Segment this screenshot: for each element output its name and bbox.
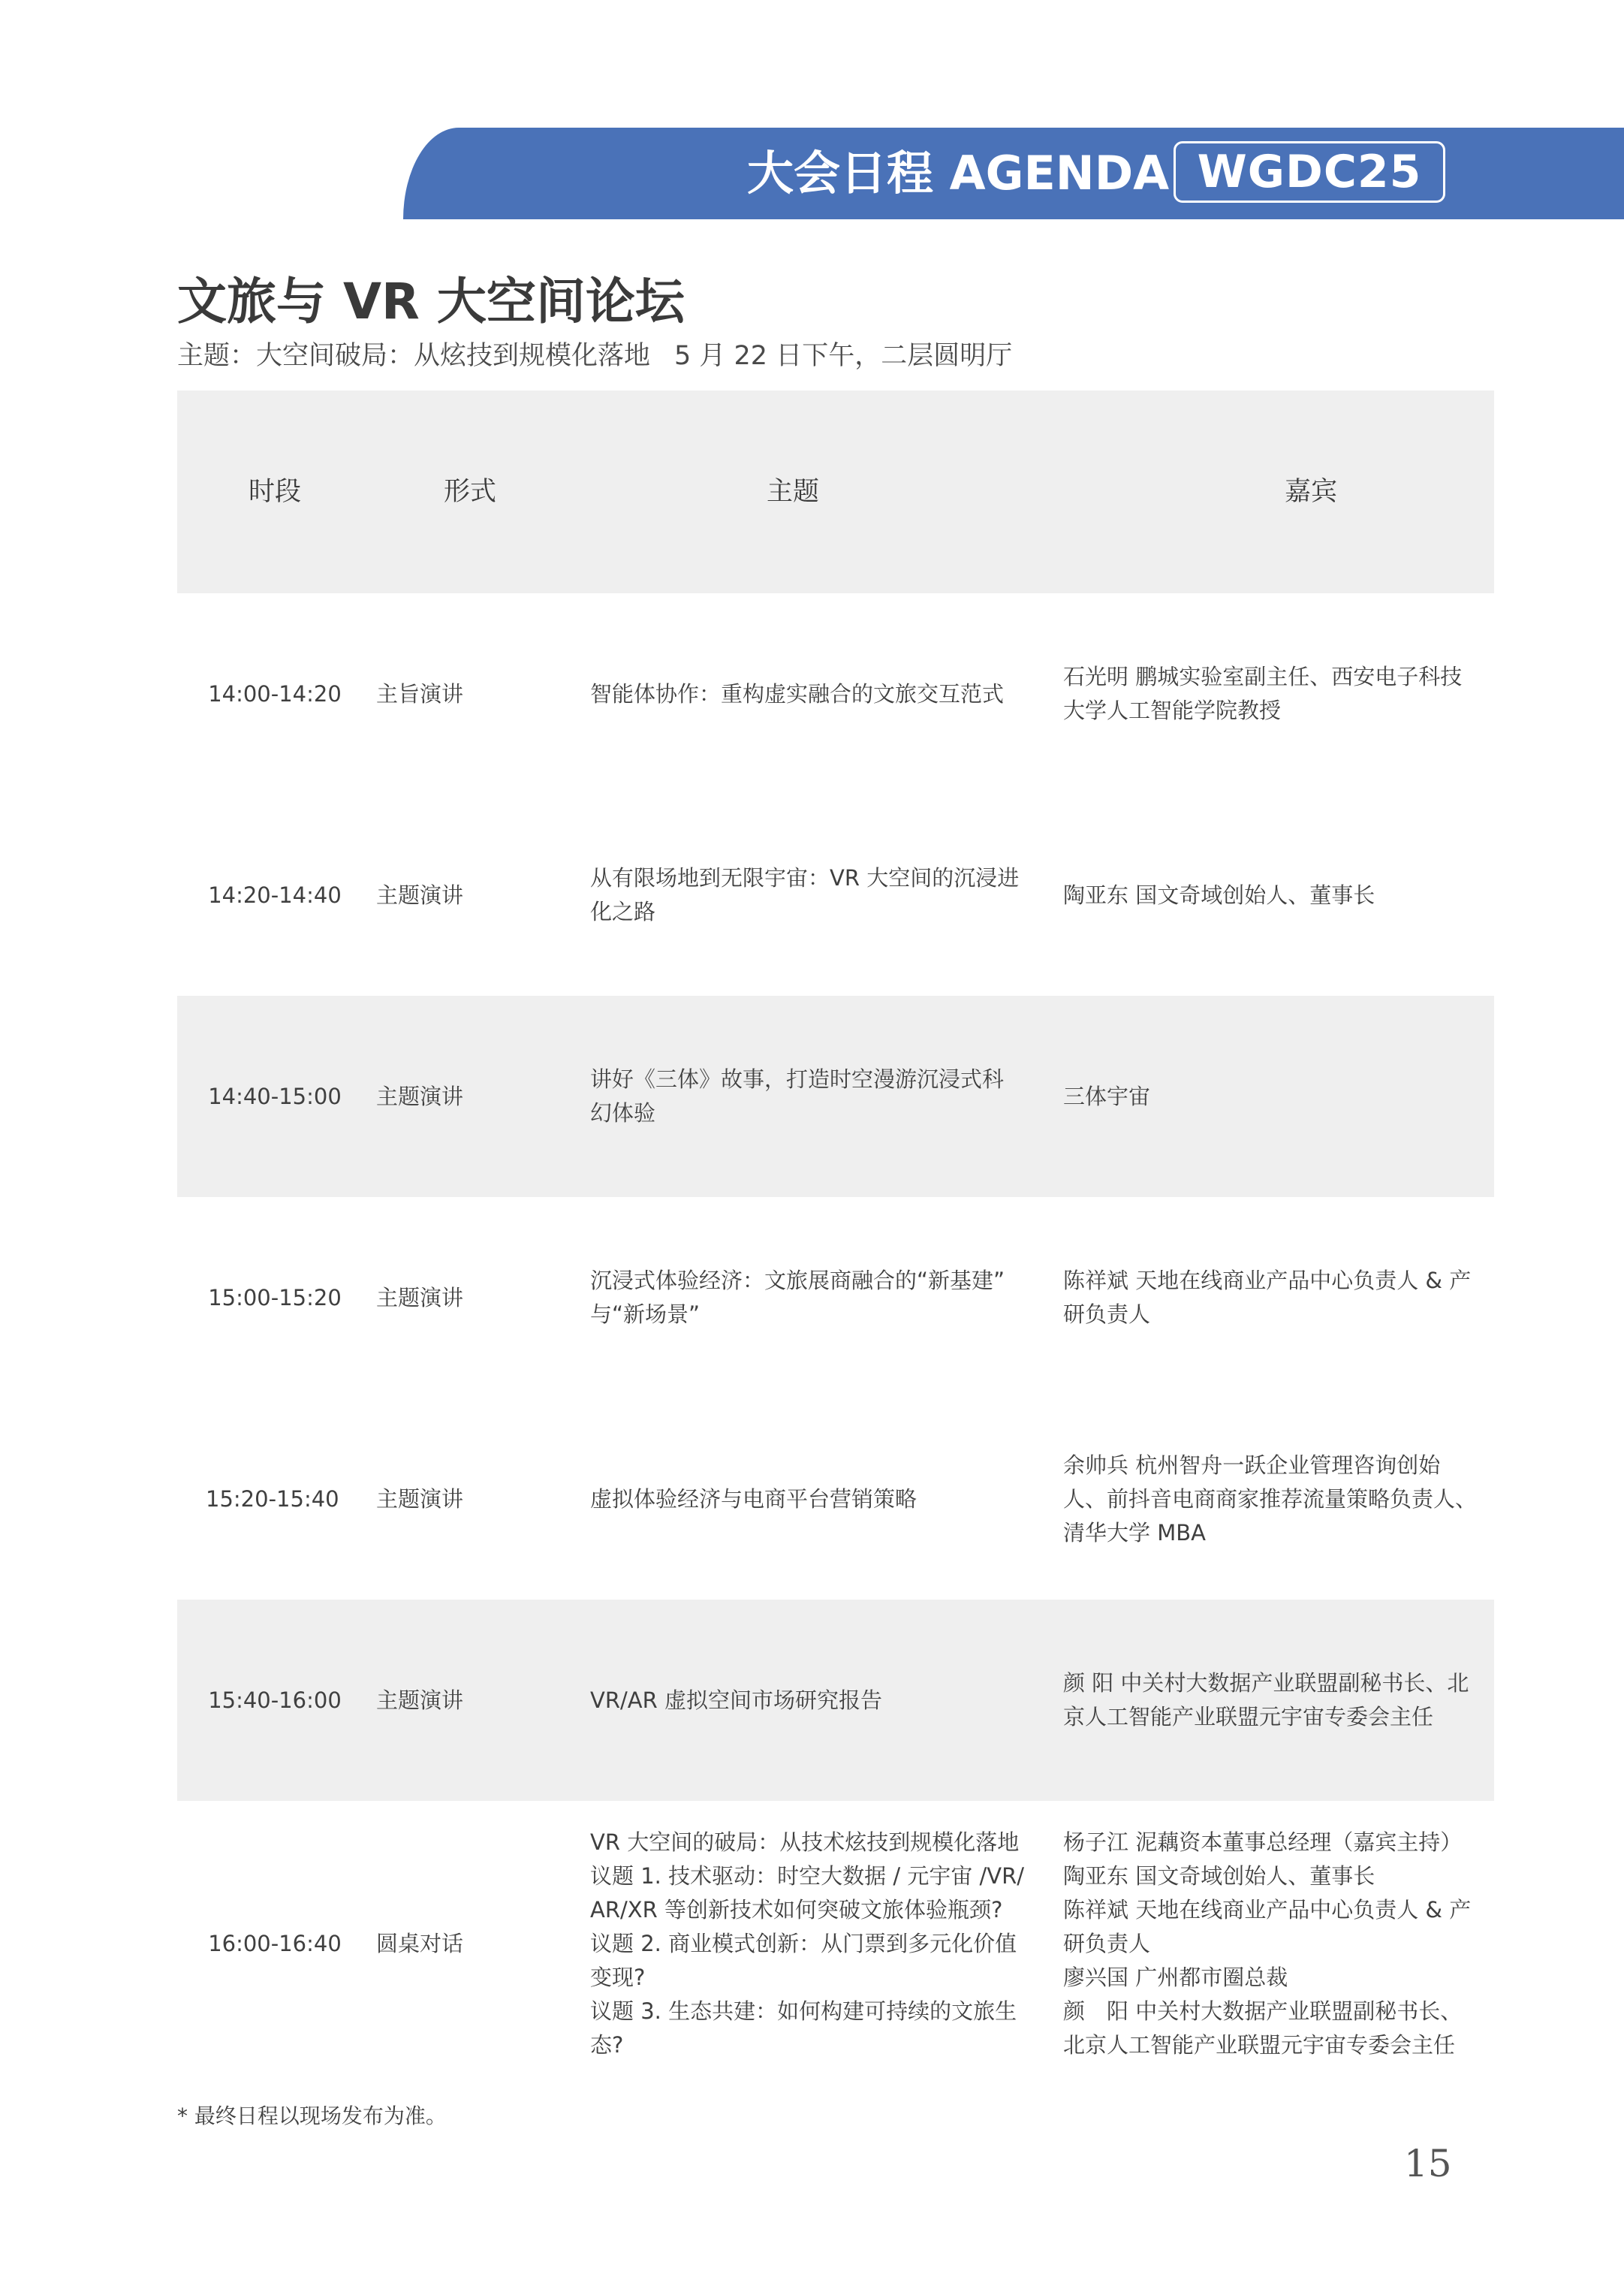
header-time: 时段	[248, 476, 301, 507]
cell-guest	[1063, 593, 1484, 795]
topic-line: 幻体验	[590, 1100, 656, 1126]
cell-topic	[590, 593, 1033, 795]
cell-format: 主题演讲	[375, 1284, 463, 1310]
topic-line: AR/XR 等创新技术如何突破文旅体验瓶颈?	[590, 1896, 1003, 1923]
topic-line: 智能体协作：重构虚实融合的文旅交互范式	[590, 680, 1005, 707]
guest-line: 三体宇宙	[1063, 1083, 1151, 1109]
subtitle	[177, 335, 1012, 372]
subtitle-theme: 主题：大空间破局：从炫技到规模化落地	[177, 341, 651, 371]
footnote: * 最终日程以现场发布为准。	[177, 2104, 447, 2128]
topic-line: 议题 1. 技术驱动：时空大数据 / 元宇宙 /VR/	[590, 1862, 1025, 1889]
cell-guest	[1063, 1801, 1484, 2086]
cell-topic	[590, 1801, 1033, 2086]
guest-line: 杨子江 泥藕资本董事总经理（嘉宾主持）	[1063, 1829, 1463, 1855]
guest-line: 余帅兵 杭州智舟一跃企业管理咨询创始	[1063, 1452, 1441, 1478]
cell-format: 圆桌对话	[375, 1930, 463, 1956]
topic-line: 议题 3. 生态共建：如何构建可持续的文旅生	[590, 1998, 1017, 2024]
guest-line: 北京人工智能产业联盟元宇宙专委会主任	[1063, 2031, 1456, 2058]
subtitle-time-place: 5 月 22 日下午，二层圆明厅	[674, 341, 1013, 371]
guest-line: 陈祥斌 天地在线商业产品中心负责人 & 产	[1063, 1268, 1472, 1293]
guest-line: 石光明 鹏城实验室副主任、西安电子科技	[1063, 664, 1463, 689]
cell-guest	[1063, 1398, 1484, 1600]
table-body	[177, 593, 1494, 2086]
table-row	[177, 593, 1494, 795]
guest-line: 陶亚东 国文奇域创始人、董事长	[1063, 882, 1375, 908]
topic-line: 议题 2. 商业模式创新：从门票到多元化价值	[590, 1930, 1017, 1956]
guest-line: 京人工智能产业联盟元宇宙专委会主任	[1063, 1704, 1434, 1730]
cell-guest	[1063, 996, 1484, 1197]
table-row	[177, 1801, 1494, 2086]
topic-line: 变现?	[590, 1964, 646, 1990]
cell-time: 15:00-15:20	[208, 1284, 342, 1310]
cell-format: 主题演讲	[375, 1083, 463, 1109]
guest-line: 陈祥斌 天地在线商业产品中心负责人 & 产	[1063, 1896, 1472, 1923]
table-row	[177, 1600, 1494, 1801]
guest-line: 研负责人	[1063, 1301, 1151, 1327]
topic-line: 从有限场地到无限宇宙：VR 大空间的沉浸进	[590, 865, 1020, 891]
cell-guest	[1063, 795, 1484, 996]
cell-time: 15:40-16:00	[208, 1687, 342, 1713]
guest-line: 人、前抖音电商商家推荐流量策略负责人、	[1063, 1485, 1478, 1512]
cell-time: 14:40-15:00	[208, 1083, 342, 1109]
cell-format: 主题演讲	[375, 882, 463, 908]
guest-line: 大学人工智能学院教授	[1063, 698, 1282, 723]
topic-line: 虚拟体验经济与电商平台营销策略	[590, 1485, 917, 1512]
guest-line: 颜 阳 中关村大数据产业联盟副秘书长、	[1063, 1998, 1463, 2024]
cell-guest	[1063, 1197, 1484, 1398]
topic-line: 化之路	[590, 899, 656, 924]
cell-topic	[590, 1197, 1033, 1398]
cell-topic	[590, 1398, 1033, 1600]
table-row	[177, 1398, 1494, 1600]
topic-line: 与“新场景”	[590, 1301, 701, 1327]
table-row	[177, 795, 1494, 996]
agenda-table	[177, 391, 1494, 2086]
header-format: 形式	[443, 476, 496, 507]
cell-format: 主题演讲	[375, 1687, 463, 1713]
header-topic: 主题	[766, 476, 819, 507]
topic-line: 沉浸式体验经济：文旅展商融合的“新基建”	[590, 1268, 1005, 1293]
topic-line: VR 大空间的破局：从技术炫技到规模化落地	[590, 1829, 1020, 1855]
guest-line: 颜 阳 中关村大数据产业联盟副秘书长、北	[1063, 1670, 1469, 1696]
page-title: 文旅与 VR 大空间论坛	[177, 273, 685, 330]
cell-format: 主旨演讲	[375, 680, 463, 707]
topic-line: VR/AR 虚拟空间市场研究报告	[590, 1687, 882, 1713]
guest-line: 清华大学 MBA	[1063, 1519, 1206, 1546]
topic-line: 讲好《三体》故事，打造时空漫游沉浸式科	[590, 1066, 1005, 1092]
cell-time: 15:20-15:40	[206, 1485, 339, 1512]
cell-time: 14:20-14:40	[208, 882, 342, 908]
table-header	[177, 391, 1494, 593]
guest-line: 陶亚东 国文奇域创始人、董事长	[1063, 1862, 1375, 1889]
table-row	[177, 1197, 1494, 1398]
cell-time: 16:00-16:40	[208, 1930, 342, 1956]
cell-time: 14:00-14:20	[208, 680, 342, 707]
header-guest: 嘉宾	[1284, 476, 1337, 507]
cell-topic	[590, 1600, 1033, 1801]
cell-guest	[1063, 1600, 1484, 1801]
cell-topic	[590, 996, 1033, 1197]
header-title: 大会日程 AGENDA	[747, 146, 1170, 201]
cell-topic	[590, 795, 1033, 996]
topic-line: 态?	[590, 2031, 624, 2058]
guest-line: 廖兴国 广州都市圈总裁	[1063, 1964, 1288, 1990]
table-row	[177, 996, 1494, 1197]
cell-format: 主题演讲	[375, 1485, 463, 1512]
page-number: 15	[1404, 2142, 1452, 2185]
guest-line: 研负责人	[1063, 1930, 1151, 1956]
event-logo: WGDC25	[1174, 141, 1445, 203]
